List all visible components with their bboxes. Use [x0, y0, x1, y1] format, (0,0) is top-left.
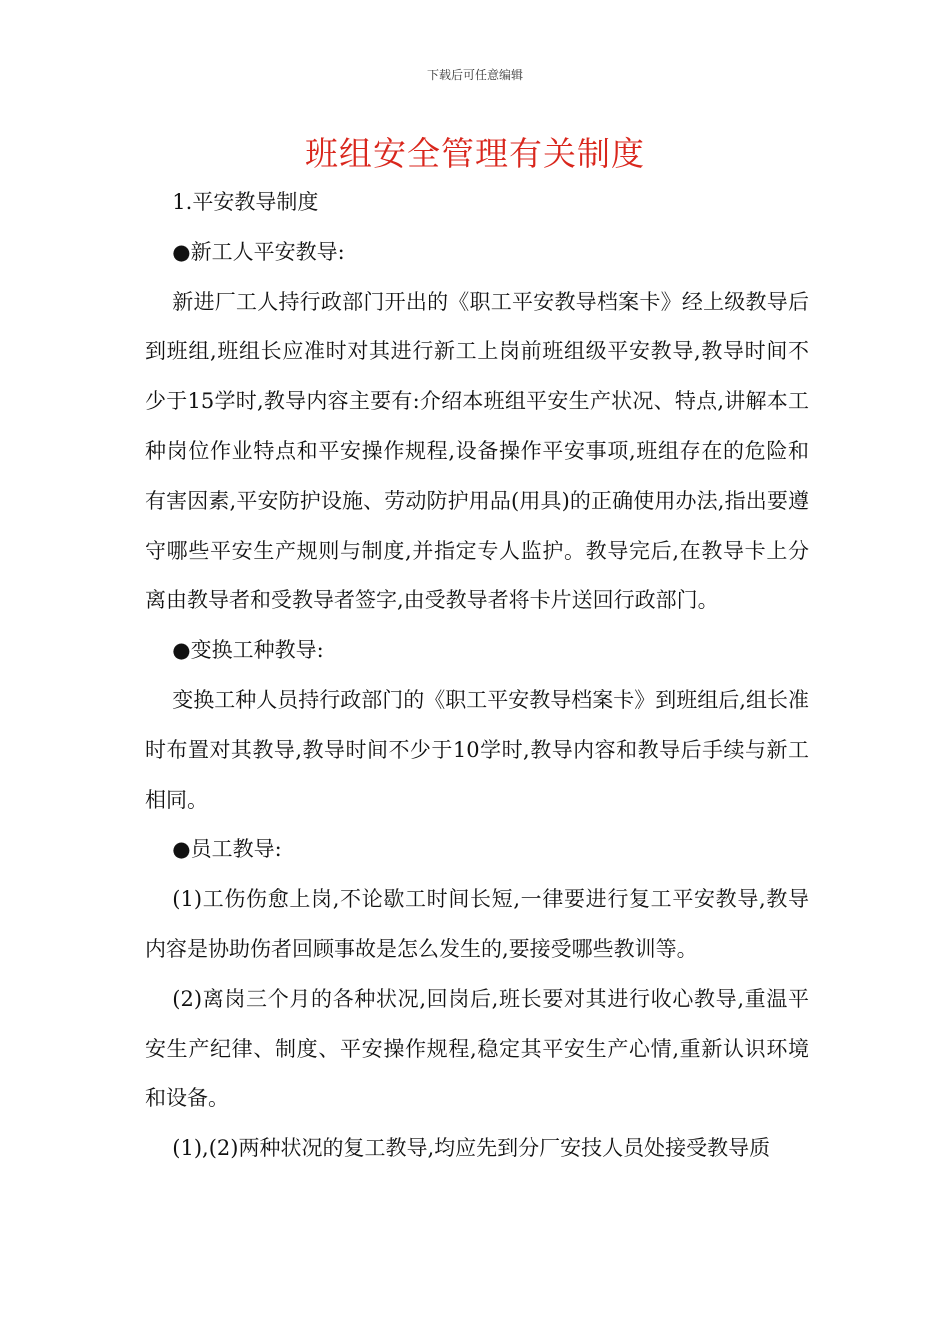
- paragraph-job-change-text: 变换工种人员持行政部门的《职工平安教导档案卡》到班组后,组长准时布置对其教导,教导时间不少于10学时,教导内容和教导后手续与新工相同。: [145, 687, 809, 812]
- paragraph-employee-item-1: (1)工伤伤愈上岗,不论歇工时间长短,一律要进行复工平安教导,教导内容是协助伤者回顾事故是怎么发生的,要接受哪些教训等。: [145, 887, 809, 961]
- paragraph-bullet-job-change: ●变换工种教导:: [172, 638, 324, 663]
- document-body: [145, 178, 809, 1174]
- paragraph-employee-item-2: (2)离岗三个月的各种状况,回岗后,班长要对其进行收心教导,重温平安生产纪律、制度、平安操作规程,稳定其平安生产心情,重新认识环境和设备。: [145, 986, 809, 1111]
- paragraph-bullet-new-worker: ●新工人平安教导:: [172, 239, 345, 264]
- document-title: 班组安全管理有关制度: [305, 134, 645, 173]
- paragraph-new-worker-text: 新进厂工人持行政部门开出的《职工平安教导档案卡》经上级教导后到班组,班组长应准时对其进行新工上岗前班组级平安教导,教导时间不少于15学时,教导内容主要有:介绍本班组平安生产状况、特点,讲解本工种岗位作业特点和平安操作规程,设备操作平安事项,班组存在的危险和有害因素,平安防护设施、劳动防护用品(用具)的正确使用办法,指出要遵守哪些平安生产规则与制度,并指定专人监护。教导完后,在教导卡上分离由教导者和受教导者签字,由受教导者将卡片送回行政部门。: [145, 289, 809, 613]
- paragraph-employee-item-3: (1),(2)两种状况的复工教导,均应先到分厂安技人员处接受教导质: [172, 1136, 771, 1161]
- header-note: 下载后可任意编辑: [426, 68, 523, 82]
- paragraph-bullet-employee: ●员工教导:: [172, 837, 282, 862]
- paragraph-section-heading: 1.平安教导制度: [172, 190, 319, 214]
